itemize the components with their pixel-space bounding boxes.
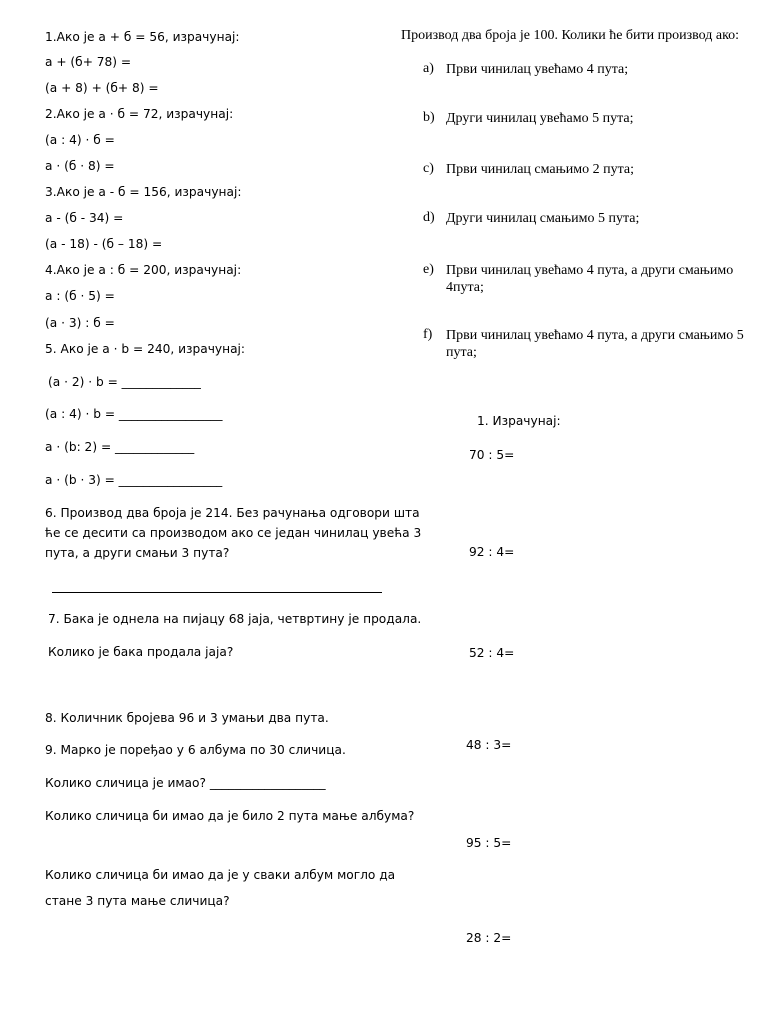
- question-9: 9. Марко је поређао у 6 албума по 30 сличица.: [45, 743, 346, 757]
- calc-item: 48 : 3=: [466, 738, 512, 752]
- calc-heading: 1. Израчунај:: [477, 414, 561, 428]
- question-4-a: a : (б · 5) =: [45, 289, 115, 303]
- question-1-b: (a + 8) + (б+ 8) =: [45, 81, 159, 95]
- calc-item: 28 : 2=: [466, 931, 512, 945]
- calc-item: 92 : 4=: [469, 545, 515, 559]
- question-6-line-2: ће се десити са производом ако се један чинилац увећа 3: [45, 526, 422, 540]
- question-2: 2.Ако је a · б = 72, израчунај:: [45, 107, 234, 121]
- question-3-b: (a - 18) - (б – 18) =: [45, 237, 163, 251]
- answer-line: [52, 592, 382, 593]
- question-5-d: a · (b · 3) = _________________: [45, 473, 223, 487]
- question-5-b: (a : 4) · b = _________________: [45, 407, 223, 421]
- option-label: f): [423, 327, 433, 342]
- question-6-line-1: 6. Производ два броја је 214. Без рачунања одговори шта: [45, 506, 420, 520]
- question-7-question: Колико је бака продала јаја?: [48, 645, 234, 659]
- question-3: 3.Ако је a - б = 156, израчунај:: [45, 185, 242, 199]
- question-9-c-line-2: стане 3 пута мање сличица?: [45, 894, 230, 908]
- question-5: 5. Ако је a · b = 240, израчунај:: [45, 342, 246, 356]
- calc-item: 95 : 5=: [466, 836, 512, 850]
- question-9-a: Колико сличица је имао? ___________________: [45, 776, 326, 790]
- option-label: b): [423, 110, 435, 125]
- option-label: e): [423, 262, 434, 277]
- question-4: 4.Ако је a : б = 200, израчунај:: [45, 263, 242, 277]
- question-9-b: Колико сличица би имао да је било 2 пута мање албума?: [45, 809, 415, 823]
- option-text: Први чинилац смањимо 2 пута;: [446, 162, 634, 177]
- right-heading: Производ два броја је 100. Колики ће бити производ ако:: [401, 28, 740, 43]
- question-1: 1.Ако је a + б = 56, израчунај:: [45, 30, 240, 44]
- question-7: 7. Бака је однела на пијацу 68 јаја, четвртину је продала.: [48, 612, 422, 626]
- question-9-c-line-1: Колико сличица би имао да је у сваки албум могло да: [45, 868, 396, 882]
- option-text: Први чинилац увећамо 4 пута, а други смањимо 4пута;: [446, 263, 734, 295]
- question-5-c: a · (b: 2) = _____________: [45, 440, 195, 454]
- option-label: d): [423, 210, 435, 225]
- calc-item: 52 : 4=: [469, 646, 515, 660]
- option-label: c): [423, 161, 434, 176]
- question-5-a: (a · 2) · b = _____________: [48, 375, 201, 389]
- question-2-a: (a : 4) · б =: [45, 133, 115, 147]
- option-label: a): [423, 61, 434, 76]
- option-text: Други чинилац увећамо 5 пута;: [446, 111, 634, 126]
- question-8: 8. Количник бројева 96 и 3 умањи два пута.: [45, 711, 329, 725]
- question-4-b: (a · 3) : б =: [45, 316, 115, 330]
- question-2-b: a · (б · 8) =: [45, 159, 115, 173]
- calc-item: 70 : 5=: [469, 448, 515, 462]
- question-1-a: a + (б+ 78) =: [45, 55, 132, 69]
- option-text: Други чинилац смањимо 5 пута;: [446, 211, 640, 226]
- question-6-line-3: пута, а други смањи 3 пута?: [45, 546, 230, 560]
- question-3-a: a - (б - 34) =: [45, 211, 124, 225]
- option-text: Први чинилац увећамо 4 пута, а други смањимо 5 пута;: [446, 328, 744, 360]
- option-text: Први чинилац увећамо 4 пута;: [446, 62, 629, 77]
